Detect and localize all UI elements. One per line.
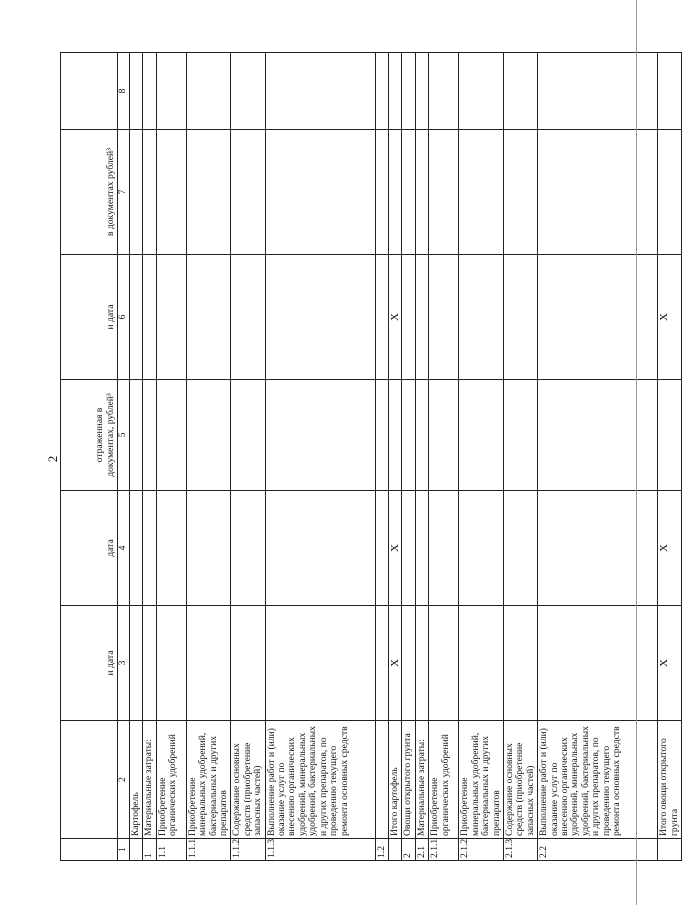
cell-col-8 [415, 53, 428, 130]
header-cell: в документах рублей³ [61, 130, 118, 255]
cell-date-2: Х [658, 491, 682, 606]
row-number: 1.2 [375, 839, 388, 861]
table-row [429, 53, 459, 861]
table-row [231, 53, 265, 861]
cell-col-8 [429, 53, 459, 130]
cell-amount-1 [186, 380, 231, 491]
column-number-row [118, 53, 130, 861]
report-table [60, 52, 682, 861]
cell-date-1: Х [658, 606, 682, 721]
cell-date-3 [265, 255, 375, 380]
row-name: Содержание основных средств (приобретение запасных частей) [231, 721, 265, 839]
row-number: 1.1.2 [231, 839, 265, 861]
cell-amount-2 [503, 130, 537, 255]
row-name: Приобретение органических удобрений [429, 721, 459, 839]
cell-date-3 [375, 255, 388, 380]
row-name [375, 721, 388, 839]
cell-amount-2 [265, 130, 375, 255]
cell-date-3 [402, 255, 415, 380]
cell-amount-1 [389, 380, 402, 491]
column-number: 8 [118, 53, 130, 130]
cell-col-8 [389, 53, 402, 130]
cell-col-8 [265, 53, 375, 130]
header-cell [61, 839, 118, 861]
row-name: Выполнение работ и (или) оказание услуг по внесению органических удобрений, минеральных удобрений, бактериальных и других препаратов, по проведению текущего ремонта основных средств [538, 721, 658, 839]
cell-col-8 [459, 53, 504, 130]
table-row [265, 53, 375, 861]
cell-amount-2 [538, 130, 658, 255]
cell-amount-2 [389, 130, 402, 255]
cell-date-2 [231, 491, 265, 606]
column-number: 2 [118, 721, 130, 839]
table-row [415, 53, 428, 861]
cell-col-8 [503, 53, 537, 130]
row-name: Приобретение органических удобрений [156, 721, 186, 839]
table-row [156, 53, 186, 861]
cell-date-3 [503, 255, 537, 380]
row-number [389, 839, 402, 861]
row-number: 1.1 [156, 839, 186, 861]
cell-date-1 [156, 606, 186, 721]
cell-col-8 [143, 53, 156, 130]
header-cell [61, 721, 118, 839]
cell-date-1 [231, 606, 265, 721]
cell-date-2 [415, 491, 428, 606]
cell-date-1 [415, 606, 428, 721]
cell-amount-2 [186, 130, 231, 255]
cell-date-2 [429, 491, 459, 606]
header-cell: и дата [61, 255, 118, 380]
cell-col-8 [130, 53, 143, 130]
cell-date-2 [265, 491, 375, 606]
cell-amount-2 [429, 130, 459, 255]
cell-date-3 [231, 255, 265, 380]
cell-date-2 [375, 491, 388, 606]
cell-amount-2 [402, 130, 415, 255]
cell-col-8 [375, 53, 388, 130]
header-cell: дата [61, 491, 118, 606]
cell-amount-2 [231, 130, 265, 255]
cell-date-2 [538, 491, 658, 606]
cell-date-3: Х [389, 255, 402, 380]
column-number: 7 [118, 130, 130, 255]
cell-date-2 [402, 491, 415, 606]
cell-amount-2 [375, 130, 388, 255]
cell-amount-1 [231, 380, 265, 491]
cell-amount-1 [130, 380, 143, 491]
cell-date-1 [265, 606, 375, 721]
cell-date-3 [429, 255, 459, 380]
cell-amount-2 [156, 130, 186, 255]
cell-col-8 [538, 53, 658, 130]
table-row [538, 53, 658, 861]
table-row [459, 53, 504, 861]
row-name: Итого картофель [389, 721, 402, 839]
cell-date-1 [375, 606, 388, 721]
cell-date-3 [459, 255, 504, 380]
cell-amount-1 [503, 380, 537, 491]
cell-date-1 [459, 606, 504, 721]
cell-amount-1 [375, 380, 388, 491]
cell-date-1 [503, 606, 537, 721]
row-number: 2 [402, 839, 415, 861]
column-number: 3 [118, 606, 130, 721]
row-number: 2.1.2 [459, 839, 504, 861]
table-row [503, 53, 537, 861]
cell-date-2 [459, 491, 504, 606]
cell-col-8 [186, 53, 231, 130]
row-name: Содержание основных средств (приобретение запасных частей) [503, 721, 537, 839]
row-number: 2.1 [415, 839, 428, 861]
cell-date-1 [130, 606, 143, 721]
cell-date-3 [186, 255, 231, 380]
row-name: Итого овощи открытого грунта [658, 721, 682, 839]
table-row [143, 53, 156, 861]
row-name: Приобретение минеральных удобрений, бактериальных и других препаратов [186, 721, 231, 839]
cell-amount-1 [658, 380, 682, 491]
header-cell [61, 53, 118, 130]
scan-edge-line [636, 0, 637, 905]
row-name: Материальные затраты: [415, 721, 428, 839]
cell-amount-1 [415, 380, 428, 491]
cell-date-3 [156, 255, 186, 380]
cell-date-1 [143, 606, 156, 721]
cell-amount-1 [265, 380, 375, 491]
cell-date-3 [415, 255, 428, 380]
cell-col-8 [156, 53, 186, 130]
table-header-row [61, 53, 118, 861]
cell-date-2: Х [389, 491, 402, 606]
row-number: 2.1.3 [503, 839, 537, 861]
cell-date-1 [186, 606, 231, 721]
table-row [130, 53, 143, 861]
column-number: 6 [118, 255, 130, 380]
cell-date-2 [143, 491, 156, 606]
cell-date-2 [503, 491, 537, 606]
cell-date-1 [402, 606, 415, 721]
cell-amount-2 [415, 130, 428, 255]
row-number: 1.1.3 [265, 839, 375, 861]
cell-amount-1 [538, 380, 658, 491]
cell-col-8 [402, 53, 415, 130]
cell-amount-2 [143, 130, 156, 255]
row-number: 1.1.1 [186, 839, 231, 861]
column-number: 1 [118, 839, 130, 861]
row-number [658, 839, 682, 861]
cell-date-3: Х [658, 255, 682, 380]
cell-col-8 [658, 53, 682, 130]
table-row [186, 53, 231, 861]
cell-date-3 [130, 255, 143, 380]
cell-date-3 [143, 255, 156, 380]
column-number: 5 [118, 380, 130, 491]
cell-amount-2 [459, 130, 504, 255]
cell-date-2 [186, 491, 231, 606]
cell-date-1: Х [389, 606, 402, 721]
row-name: Картофель [130, 721, 143, 839]
row-name: Овощи открытого грунта [402, 721, 415, 839]
table-row [375, 53, 388, 861]
cell-amount-1 [402, 380, 415, 491]
cell-amount-1 [459, 380, 504, 491]
column-number: 4 [118, 491, 130, 606]
table-row [402, 53, 415, 861]
page-number: 2 [45, 455, 60, 463]
row-number: 1 [143, 839, 156, 861]
header-cell: отраженная в документах, рублей³ [61, 380, 118, 491]
cell-amount-1 [429, 380, 459, 491]
cell-col-8 [231, 53, 265, 130]
cell-amount-1 [143, 380, 156, 491]
cell-date-1 [538, 606, 658, 721]
header-cell: и дата [61, 606, 118, 721]
row-name: Материальные затраты: [143, 721, 156, 839]
cell-date-2 [130, 491, 143, 606]
cell-amount-2 [130, 130, 143, 255]
table-row [658, 53, 682, 861]
row-name: Приобретение минеральных удобрений, бактериальных и других препаратов [459, 721, 504, 839]
row-number: 2.1.1 [429, 839, 459, 861]
cell-amount-2 [658, 130, 682, 255]
table-row [389, 53, 402, 861]
cell-date-3 [538, 255, 658, 380]
cell-date-1 [429, 606, 459, 721]
cell-amount-1 [156, 380, 186, 491]
row-number [130, 839, 143, 861]
row-name: Выполнение работ и (или) оказание услуг по внесению органических удобрений, минеральных удобрений, бактериальных и других препаратов, по проведению текущего ремонта основных средств [265, 721, 375, 839]
row-number: 2.2 [538, 839, 658, 861]
cell-date-2 [156, 491, 186, 606]
